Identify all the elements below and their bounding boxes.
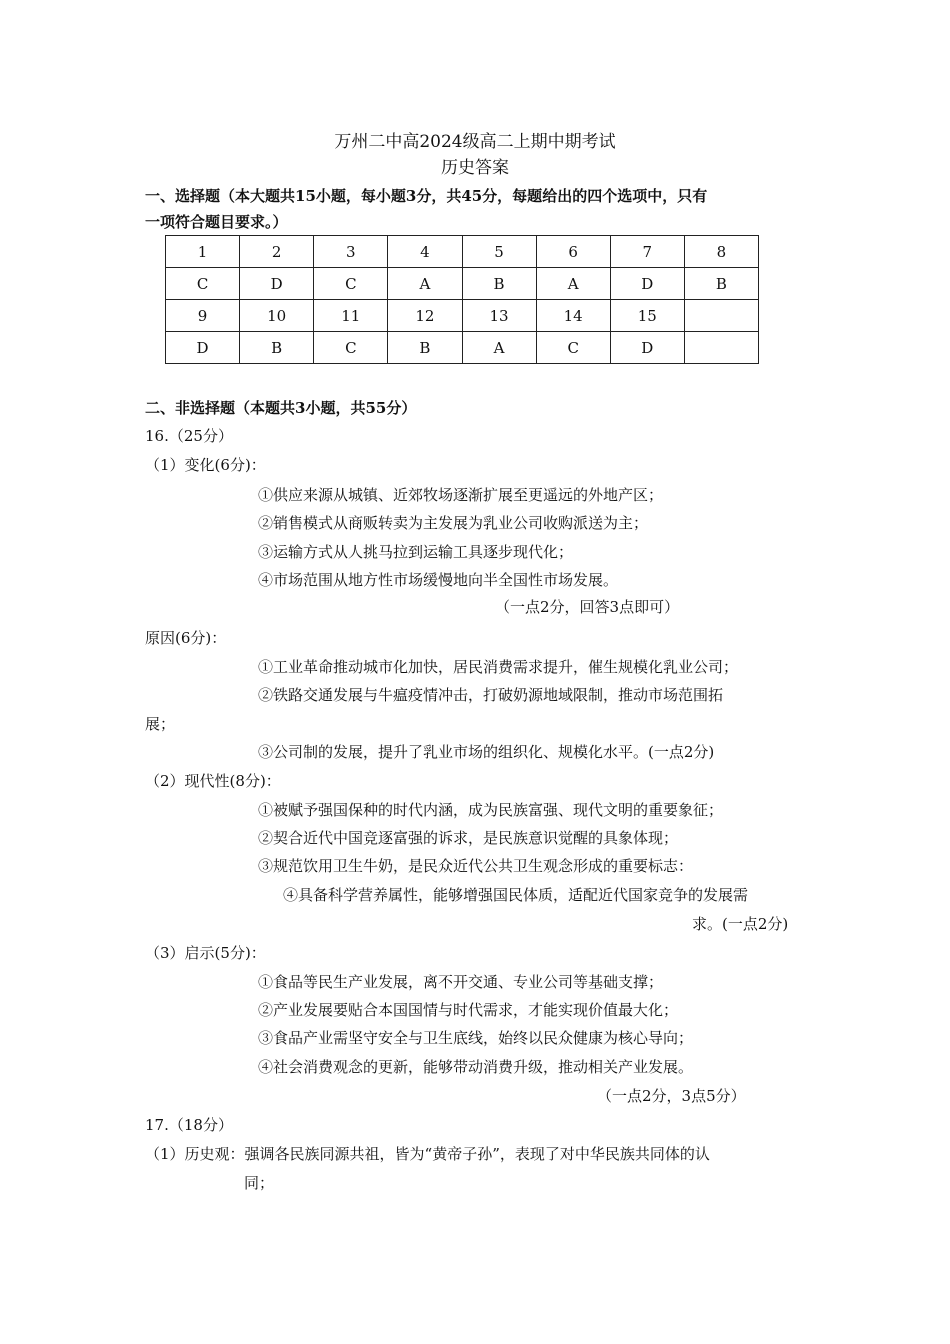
- q16-part2-item: ③规范饮用卫生牛奶，是民众近代公共卫生观念形成的重要标志：: [258, 857, 694, 875]
- q16-part3-label: （3）启示(5分)：: [145, 944, 266, 962]
- q16-part1-item: ①供应来源从城镇、近郊牧场逐渐扩展至更遥远的外地产区；: [258, 486, 664, 504]
- q17-part1-line2: 同；: [244, 1174, 275, 1192]
- q16-reason-item-cont: 展；: [145, 715, 176, 733]
- table-cell: D: [240, 268, 314, 300]
- q16-part1-item: ④市场范围从地方性市场缓慢地向半全国性市场发展。: [258, 571, 619, 589]
- table-cell: D: [166, 332, 240, 364]
- table-row: [166, 300, 759, 332]
- table-cell: 3: [314, 236, 388, 268]
- exam-subtitle: 历史答案: [441, 158, 509, 178]
- q16-part3-item: ②产业发展要贴合本国国情与时代需求，才能实现价值最大化；: [258, 1001, 679, 1019]
- table-cell: 8: [684, 236, 758, 268]
- table-cell: A: [536, 268, 610, 300]
- table-cell: D: [610, 332, 684, 364]
- q16-part1-item: ③运输方式从人挑马拉到运输工具逐步现代化；: [258, 543, 574, 561]
- q17-label: 17.（18分）: [145, 1116, 233, 1134]
- table-cell: C: [314, 332, 388, 364]
- table-row: [166, 332, 759, 364]
- table-cell: B: [684, 268, 758, 300]
- q16-part2-item: ②契合近代中国竞逐富强的诉求，是民族意识觉醒的具象体现；: [258, 829, 679, 847]
- q16-reason-item: ③公司制的发展，提升了乳业市场的组织化、规模化水平。(一点2分): [258, 743, 715, 761]
- table-cell: A: [388, 268, 462, 300]
- table-cell: [684, 332, 758, 364]
- table-cell: 11: [314, 300, 388, 332]
- table-cell: 12: [388, 300, 462, 332]
- section1-heading-line2: 一项符合题目要求。）: [145, 213, 288, 231]
- table-cell: A: [462, 332, 536, 364]
- table-cell: 15: [610, 300, 684, 332]
- q16-reason-label: 原因(6分)：: [145, 629, 227, 647]
- table-cell: 2: [240, 236, 314, 268]
- q16-reason-item: ①工业革命推动城市化加快，居民消费需求提升，催生规模化乳业公司；: [258, 658, 739, 676]
- q16-part3-item: ③食品产业需坚守安全与卫生底线，始终以民众健康为核心导向；: [258, 1029, 694, 1047]
- table-cell: [684, 300, 758, 332]
- q16-part2-item-cont: 求。(一点2分): [692, 915, 789, 933]
- q16-part1-note: （一点2分，回答3点即可）: [495, 598, 680, 616]
- exam-title: 万州二中高2024级高二上期中期考试: [334, 132, 616, 152]
- q16-reason-item: ②铁路交通发展与牛瘟疫情冲击，打破奶源地域限制，推动市场范围拓: [258, 686, 724, 704]
- q16-part3-item: ④社会消费观念的更新，能够带动消费升级，推动相关产业发展。: [258, 1058, 694, 1076]
- q16-part3-note: （一点2分，3点5分）: [597, 1087, 746, 1105]
- q17-part1-line1: （1）历史观：强调各民族同源共祖，皆为“黄帝子孙”，表现了对中华民族共同体的认: [145, 1145, 710, 1163]
- answer-table: [165, 235, 759, 364]
- section1-heading-line1: 一、选择题（本大题共15小题，每小题3分，共45分，每题给出的四个选项中，只有: [145, 187, 708, 205]
- section2-heading: 二、非选择题（本题共3小题，共55分）: [145, 399, 417, 417]
- q16-part1-item: ②销售模式从商贩转卖为主发展为乳业公司收购派送为主；: [258, 514, 649, 532]
- table-cell: 7: [610, 236, 684, 268]
- table-cell: 14: [536, 300, 610, 332]
- table-cell: 6: [536, 236, 610, 268]
- table-row: [166, 236, 759, 268]
- q16-part3-item: ①食品等民生产业发展，离不开交通、专业公司等基础支撑；: [258, 973, 664, 991]
- table-cell: 13: [462, 300, 536, 332]
- table-row: [166, 268, 759, 300]
- table-cell: C: [314, 268, 388, 300]
- table-cell: 5: [462, 236, 536, 268]
- table-cell: B: [240, 332, 314, 364]
- table-cell: C: [536, 332, 610, 364]
- table-cell: 1: [166, 236, 240, 268]
- q16-part1-label: （1）变化(6分)：: [145, 456, 266, 474]
- table-cell: C: [166, 268, 240, 300]
- table-cell: B: [388, 332, 462, 364]
- table-cell: 10: [240, 300, 314, 332]
- table-cell: 4: [388, 236, 462, 268]
- q16-part2-item: ①被赋予强国保种的时代内涵，成为民族富强、现代文明的重要象征；: [258, 801, 724, 819]
- q16-part2-item: ④具备科学营养属性，能够增强国民体质，适配近代国家竞争的发展需: [283, 886, 749, 904]
- table-cell: D: [610, 268, 684, 300]
- table-cell: B: [462, 268, 536, 300]
- q16-part2-label: （2）现代性(8分)：: [145, 772, 281, 790]
- q16-label: 16.（25分）: [145, 427, 233, 445]
- table-cell: 9: [166, 300, 240, 332]
